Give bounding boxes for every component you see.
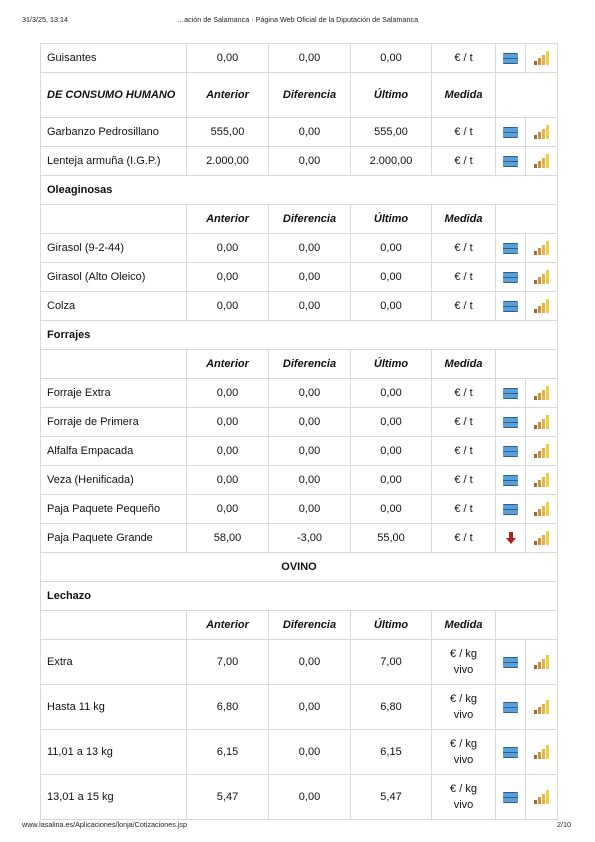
- chart-button[interactable]: [526, 118, 558, 147]
- trend-indicator: [496, 524, 526, 553]
- value-medida: € / t: [432, 466, 496, 495]
- chart-button[interactable]: [526, 379, 558, 408]
- history-table-button[interactable]: [496, 379, 526, 408]
- product-name: Paja Paquete Pequeño: [41, 495, 187, 524]
- table-icon: [503, 301, 518, 312]
- group-header-row: [41, 73, 558, 118]
- value-anterior: 0,00: [187, 292, 269, 321]
- bar-chart-icon: [534, 444, 549, 458]
- product-name: Lenteja armuña (I.G.P.): [41, 147, 187, 176]
- chart-button[interactable]: [526, 775, 558, 820]
- value-anterior: 6,80: [187, 685, 269, 730]
- column-header-anterior: Anterior: [187, 611, 269, 640]
- table-row: [41, 118, 558, 147]
- chart-button[interactable]: [526, 437, 558, 466]
- history-table-button[interactable]: [496, 730, 526, 775]
- value-diferencia: 0,00: [269, 640, 351, 685]
- species-title-ovino: OVINO: [41, 553, 558, 582]
- value-medida: € / t: [432, 234, 496, 263]
- table-row: [41, 292, 558, 321]
- value-medida: € / t: [432, 118, 496, 147]
- product-name: Guisantes: [41, 44, 187, 73]
- value-diferencia: 0,00: [269, 118, 351, 147]
- table-row: [41, 147, 558, 176]
- column-header-anterior: Anterior: [187, 205, 269, 234]
- empty-cell: [496, 611, 558, 640]
- table-row: [41, 524, 558, 553]
- table-icon: [503, 657, 518, 668]
- value-diferencia: 0,00: [269, 775, 351, 820]
- empty-cell: [41, 350, 187, 379]
- history-table-button[interactable]: [496, 640, 526, 685]
- table-row: [41, 408, 558, 437]
- table-row: [41, 466, 558, 495]
- product-name: Girasol (9-2-44): [41, 234, 187, 263]
- history-table-button[interactable]: [496, 495, 526, 524]
- column-header-row: [41, 611, 558, 640]
- value-medida: € / t: [432, 379, 496, 408]
- chart-button[interactable]: [526, 234, 558, 263]
- product-name: Colza: [41, 292, 187, 321]
- product-name: 11,01 a 13 kg: [41, 730, 187, 775]
- column-header-diferencia: Diferencia: [269, 73, 351, 118]
- product-name: Extra: [41, 640, 187, 685]
- value-anterior: 0,00: [187, 408, 269, 437]
- history-table-button[interactable]: [496, 437, 526, 466]
- chart-button[interactable]: [526, 495, 558, 524]
- medida-line-1: € / kg: [450, 648, 477, 660]
- value-anterior: 6,15: [187, 730, 269, 775]
- table-row: [41, 234, 558, 263]
- value-medida: € / t: [432, 44, 496, 73]
- column-header-anterior: Anterior: [187, 350, 269, 379]
- value-ultimo: 0,00: [351, 379, 432, 408]
- section-title-forrajes: Forrajes: [41, 321, 558, 350]
- value-ultimo: 0,00: [351, 234, 432, 263]
- value-diferencia: -3,00: [269, 524, 351, 553]
- column-header-row: [41, 205, 558, 234]
- table-icon: [503, 504, 518, 515]
- section-row: [41, 321, 558, 350]
- history-table-button[interactable]: [496, 292, 526, 321]
- bar-chart-icon: [534, 700, 549, 714]
- value-ultimo: 6,80: [351, 685, 432, 730]
- value-ultimo: 0,00: [351, 292, 432, 321]
- section-title-oleaginosas: Oleaginosas: [41, 176, 558, 205]
- medida-line-1: € / kg: [450, 783, 477, 795]
- value-ultimo: 2.000,00: [351, 147, 432, 176]
- table-row: [41, 263, 558, 292]
- product-name: Paja Paquete Grande: [41, 524, 187, 553]
- value-anterior: 5,47: [187, 775, 269, 820]
- value-anterior: 0,00: [187, 466, 269, 495]
- history-table-button[interactable]: [496, 234, 526, 263]
- medida-line-2: vivo: [453, 754, 474, 766]
- table-row: [41, 640, 558, 685]
- column-header-diferencia: Diferencia: [269, 350, 351, 379]
- value-medida: [432, 685, 496, 730]
- table-icon: [503, 747, 518, 758]
- column-header-ultimo: Último: [351, 350, 432, 379]
- species-row: [41, 553, 558, 582]
- value-ultimo: 5,47: [351, 775, 432, 820]
- value-anterior: 0,00: [187, 263, 269, 292]
- bar-chart-icon: [534, 531, 549, 545]
- table-row: [41, 495, 558, 524]
- print-page-title: …ación de Salamanca · Página Web Oficial de la Diputación de Salamanca: [176, 15, 419, 24]
- product-name: Hasta 11 kg: [41, 685, 187, 730]
- table-row: [41, 44, 558, 73]
- bar-chart-icon: [534, 154, 549, 168]
- bar-chart-icon: [534, 473, 549, 487]
- value-anterior: 0,00: [187, 379, 269, 408]
- chart-button[interactable]: [526, 524, 558, 553]
- quotations-table: [40, 43, 558, 820]
- value-diferencia: 0,00: [269, 466, 351, 495]
- empty-cell: [496, 350, 558, 379]
- medida-line-2: vivo: [453, 664, 474, 676]
- value-medida: € / t: [432, 524, 496, 553]
- product-name: Forraje Extra: [41, 379, 187, 408]
- value-diferencia: 0,00: [269, 234, 351, 263]
- table-icon: [503, 388, 518, 399]
- value-medida: € / t: [432, 408, 496, 437]
- bar-chart-icon: [534, 655, 549, 669]
- table-icon: [503, 127, 518, 138]
- print-datetime: 31/3/25, 13:14: [22, 15, 68, 24]
- value-anterior: 7,00: [187, 640, 269, 685]
- value-diferencia: 0,00: [269, 263, 351, 292]
- value-diferencia: 0,00: [269, 379, 351, 408]
- chart-button[interactable]: [526, 466, 558, 495]
- value-medida: € / t: [432, 263, 496, 292]
- product-name: Forraje de Primera: [41, 408, 187, 437]
- print-page-number: 2/10: [557, 820, 571, 829]
- table-icon: [503, 417, 518, 428]
- bar-chart-icon: [534, 386, 549, 400]
- value-ultimo: 555,00: [351, 118, 432, 147]
- table-icon: [503, 446, 518, 457]
- group-title-consumo-humano: DE CONSUMO HUMANO: [41, 73, 187, 118]
- value-ultimo: 0,00: [351, 408, 432, 437]
- chart-button[interactable]: [526, 408, 558, 437]
- empty-cell: [496, 73, 558, 118]
- bar-chart-icon: [534, 299, 549, 313]
- bar-chart-icon: [534, 125, 549, 139]
- bar-chart-icon: [534, 502, 549, 516]
- history-table-button[interactable]: [496, 147, 526, 176]
- chart-button[interactable]: [526, 263, 558, 292]
- value-medida: [432, 775, 496, 820]
- chart-button[interactable]: [526, 292, 558, 321]
- bar-chart-icon: [534, 270, 549, 284]
- value-ultimo: 7,00: [351, 640, 432, 685]
- value-diferencia: 0,00: [269, 292, 351, 321]
- empty-cell: [41, 611, 187, 640]
- medida-line-2: vivo: [453, 799, 474, 811]
- product-name: Garbanzo Pedrosillano: [41, 118, 187, 147]
- column-header-anterior: Anterior: [187, 73, 269, 118]
- table-row: [41, 730, 558, 775]
- table-icon: [503, 792, 518, 803]
- column-header-diferencia: Diferencia: [269, 205, 351, 234]
- column-header-row: [41, 350, 558, 379]
- table-row: [41, 685, 558, 730]
- product-name: Veza (Henificada): [41, 466, 187, 495]
- bar-chart-icon: [534, 241, 549, 255]
- value-anterior: 0,00: [187, 495, 269, 524]
- history-table-button[interactable]: [496, 118, 526, 147]
- history-table-button[interactable]: [496, 775, 526, 820]
- value-ultimo: 0,00: [351, 44, 432, 73]
- table-row: [41, 379, 558, 408]
- table-row: [41, 775, 558, 820]
- value-ultimo: 55,00: [351, 524, 432, 553]
- value-anterior: 555,00: [187, 118, 269, 147]
- history-table-button[interactable]: [496, 408, 526, 437]
- section-row: [41, 176, 558, 205]
- value-diferencia: 0,00: [269, 147, 351, 176]
- medida-line-2: vivo: [453, 709, 474, 721]
- down-arrow-icon: [506, 532, 516, 545]
- value-medida: € / t: [432, 495, 496, 524]
- column-header-medida: Medida: [432, 205, 496, 234]
- column-header-medida: Medida: [432, 73, 496, 118]
- empty-cell: [496, 205, 558, 234]
- value-diferencia: 0,00: [269, 730, 351, 775]
- column-header-ultimo: Último: [351, 205, 432, 234]
- table-icon: [503, 475, 518, 486]
- table-row: [41, 437, 558, 466]
- product-name: 13,01 a 15 kg: [41, 775, 187, 820]
- table-icon: [503, 272, 518, 283]
- value-diferencia: 0,00: [269, 685, 351, 730]
- value-medida: € / t: [432, 437, 496, 466]
- column-header-ultimo: Último: [351, 73, 432, 118]
- product-name: Alfalfa Empacada: [41, 437, 187, 466]
- history-table-button[interactable]: [496, 685, 526, 730]
- value-diferencia: 0,00: [269, 408, 351, 437]
- value-anterior: 2.000,00: [187, 147, 269, 176]
- table-icon: [503, 53, 518, 64]
- chart-button[interactable]: [526, 147, 558, 176]
- value-ultimo: 6,15: [351, 730, 432, 775]
- bar-chart-icon: [534, 790, 549, 804]
- value-medida: [432, 640, 496, 685]
- bar-chart-icon: [534, 415, 549, 429]
- value-ultimo: 0,00: [351, 466, 432, 495]
- column-header-medida: Medida: [432, 350, 496, 379]
- value-diferencia: 0,00: [269, 495, 351, 524]
- bar-chart-icon: [534, 745, 549, 759]
- value-diferencia: 0,00: [269, 44, 351, 73]
- table-icon: [503, 243, 518, 254]
- medida-line-1: € / kg: [450, 738, 477, 750]
- history-table-button[interactable]: [496, 263, 526, 292]
- value-anterior: 58,00: [187, 524, 269, 553]
- value-ultimo: 0,00: [351, 263, 432, 292]
- chart-button[interactable]: [526, 44, 558, 73]
- column-header-medida: Medida: [432, 611, 496, 640]
- chart-button[interactable]: [526, 730, 558, 775]
- medida-line-1: € / kg: [450, 693, 477, 705]
- value-anterior: 0,00: [187, 234, 269, 263]
- column-header-ultimo: Último: [351, 611, 432, 640]
- value-medida: € / t: [432, 147, 496, 176]
- chart-button[interactable]: [526, 685, 558, 730]
- history-table-button[interactable]: [496, 44, 526, 73]
- value-anterior: 0,00: [187, 437, 269, 466]
- table-icon: [503, 702, 518, 713]
- chart-button[interactable]: [526, 640, 558, 685]
- value-medida: € / t: [432, 292, 496, 321]
- value-medida: [432, 730, 496, 775]
- product-name: Girasol (Alto Oleico): [41, 263, 187, 292]
- value-diferencia: 0,00: [269, 437, 351, 466]
- value-ultimo: 0,00: [351, 437, 432, 466]
- section-title-lechazo: Lechazo: [41, 582, 558, 611]
- value-anterior: 0,00: [187, 44, 269, 73]
- empty-cell: [41, 205, 187, 234]
- value-ultimo: 0,00: [351, 495, 432, 524]
- print-url: www.lasalina.es/Aplicaciones/lonja/Cotizaciones.jsp: [22, 820, 187, 829]
- table-icon: [503, 156, 518, 167]
- history-table-button[interactable]: [496, 466, 526, 495]
- bar-chart-icon: [534, 51, 549, 65]
- section-row: [41, 582, 558, 611]
- column-header-diferencia: Diferencia: [269, 611, 351, 640]
